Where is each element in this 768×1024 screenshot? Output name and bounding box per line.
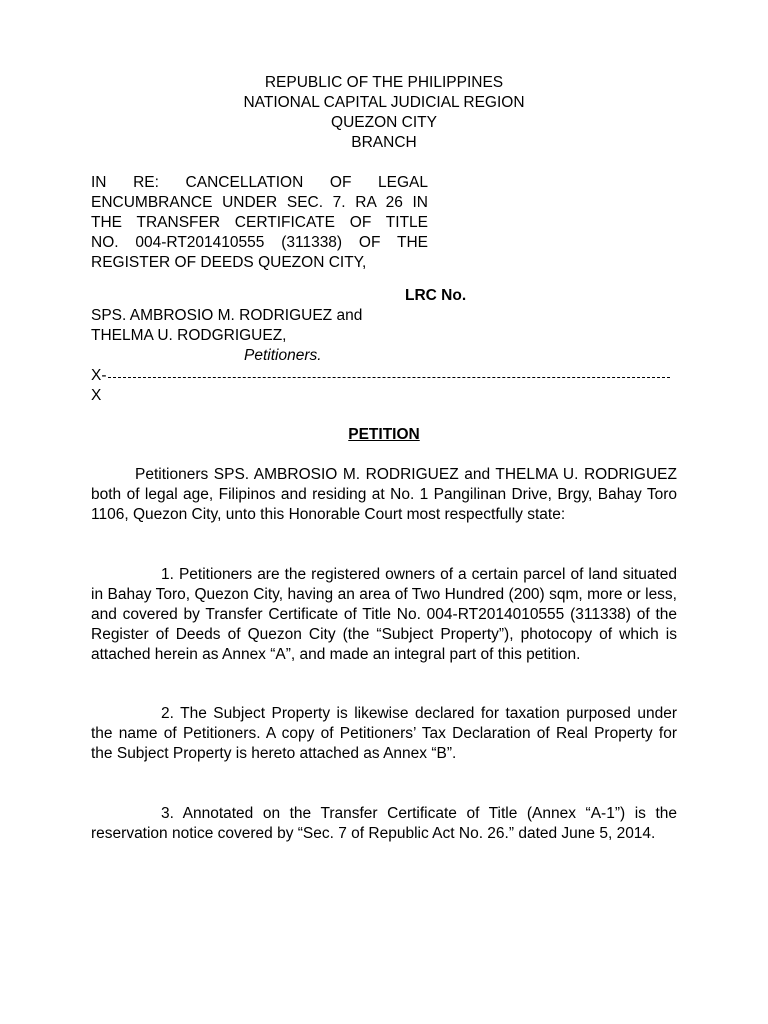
header-region: NATIONAL CAPITAL JUDICIAL REGION xyxy=(243,94,525,111)
separator-start: X- xyxy=(91,367,107,384)
caption-separator xyxy=(91,366,671,386)
petitioners-label: Petitioners. xyxy=(244,347,322,364)
caption-line-2: ENCUMBRANCE UNDER SEC. 7. RA 26 IN xyxy=(91,194,428,211)
petitioner-name-line-1: SPS. AMBROSIO M. RODRIGUEZ and xyxy=(91,307,363,324)
caption-line-1: IN RE: CANCELLATION OF LEGAL xyxy=(91,174,428,191)
intro-text: Petitioners SPS. AMBROSIO M. RODRIGUEZ and THELMA U. RODRIGUEZ both of legal age, Filipinos and residing at No. 1 Pangilinan Drive, Brgy, Bahay Toro 1106, Quezon City, unto this Honorable Court most respectfully state: xyxy=(91,466,677,523)
paragraph-2 xyxy=(91,704,677,764)
header-branch: BRANCH xyxy=(351,134,417,151)
paragraph-3 xyxy=(91,804,677,844)
caption-line-5: REGISTER OF DEEDS QUEZON CITY, xyxy=(91,254,367,271)
paragraph-1 xyxy=(91,565,677,665)
caption-line-4: NO. 004-RT201410555 (311338) OF THE xyxy=(91,234,428,251)
paragraph-1-text: 1. Petitioners are the registered owners of a certain parcel of land situated in Bahay Toro, Quezon City, having an area of Two Hundred (200) sqm, more or less, and covered by Transfer Certificate of Title No. 004-RT2014010555 (311338) of the Register of Deeds of Quezon City (the “Subject Property”), photocopy of which is attached herein as Annex “A”, and made an integral part of this petition. xyxy=(91,566,677,663)
separator-dashes xyxy=(108,377,671,378)
lrc-number-label: LRC No. xyxy=(405,287,467,304)
header-city: QUEZON CITY xyxy=(331,114,437,131)
caption-line-3: THE TRANSFER CERTIFICATE OF TITLE xyxy=(91,214,428,231)
petitioner-name-line-2: THELMA U. RODGRIGUEZ, xyxy=(91,327,287,344)
petition-title: PETITION xyxy=(348,426,420,443)
intro-paragraph xyxy=(91,465,677,525)
paragraph-2-text: 2. The Subject Property is likewise declared for taxation purposed under the name of Petitioners. A copy of Petitioners’ Tax Declaration of Real Property for the Subject Property is hereto attached as Annex “B”. xyxy=(91,705,677,762)
header-republic: REPUBLIC OF THE PHILIPPINES xyxy=(264,74,504,91)
paragraph-3-text: 3. Annotated on the Transfer Certificate of Title (Annex “A-1”) is the reservation notice covered by “Sec. 7 of Republic Act No. 26.” dated June 5, 2014. xyxy=(91,805,677,842)
separator-end: X xyxy=(91,387,102,404)
